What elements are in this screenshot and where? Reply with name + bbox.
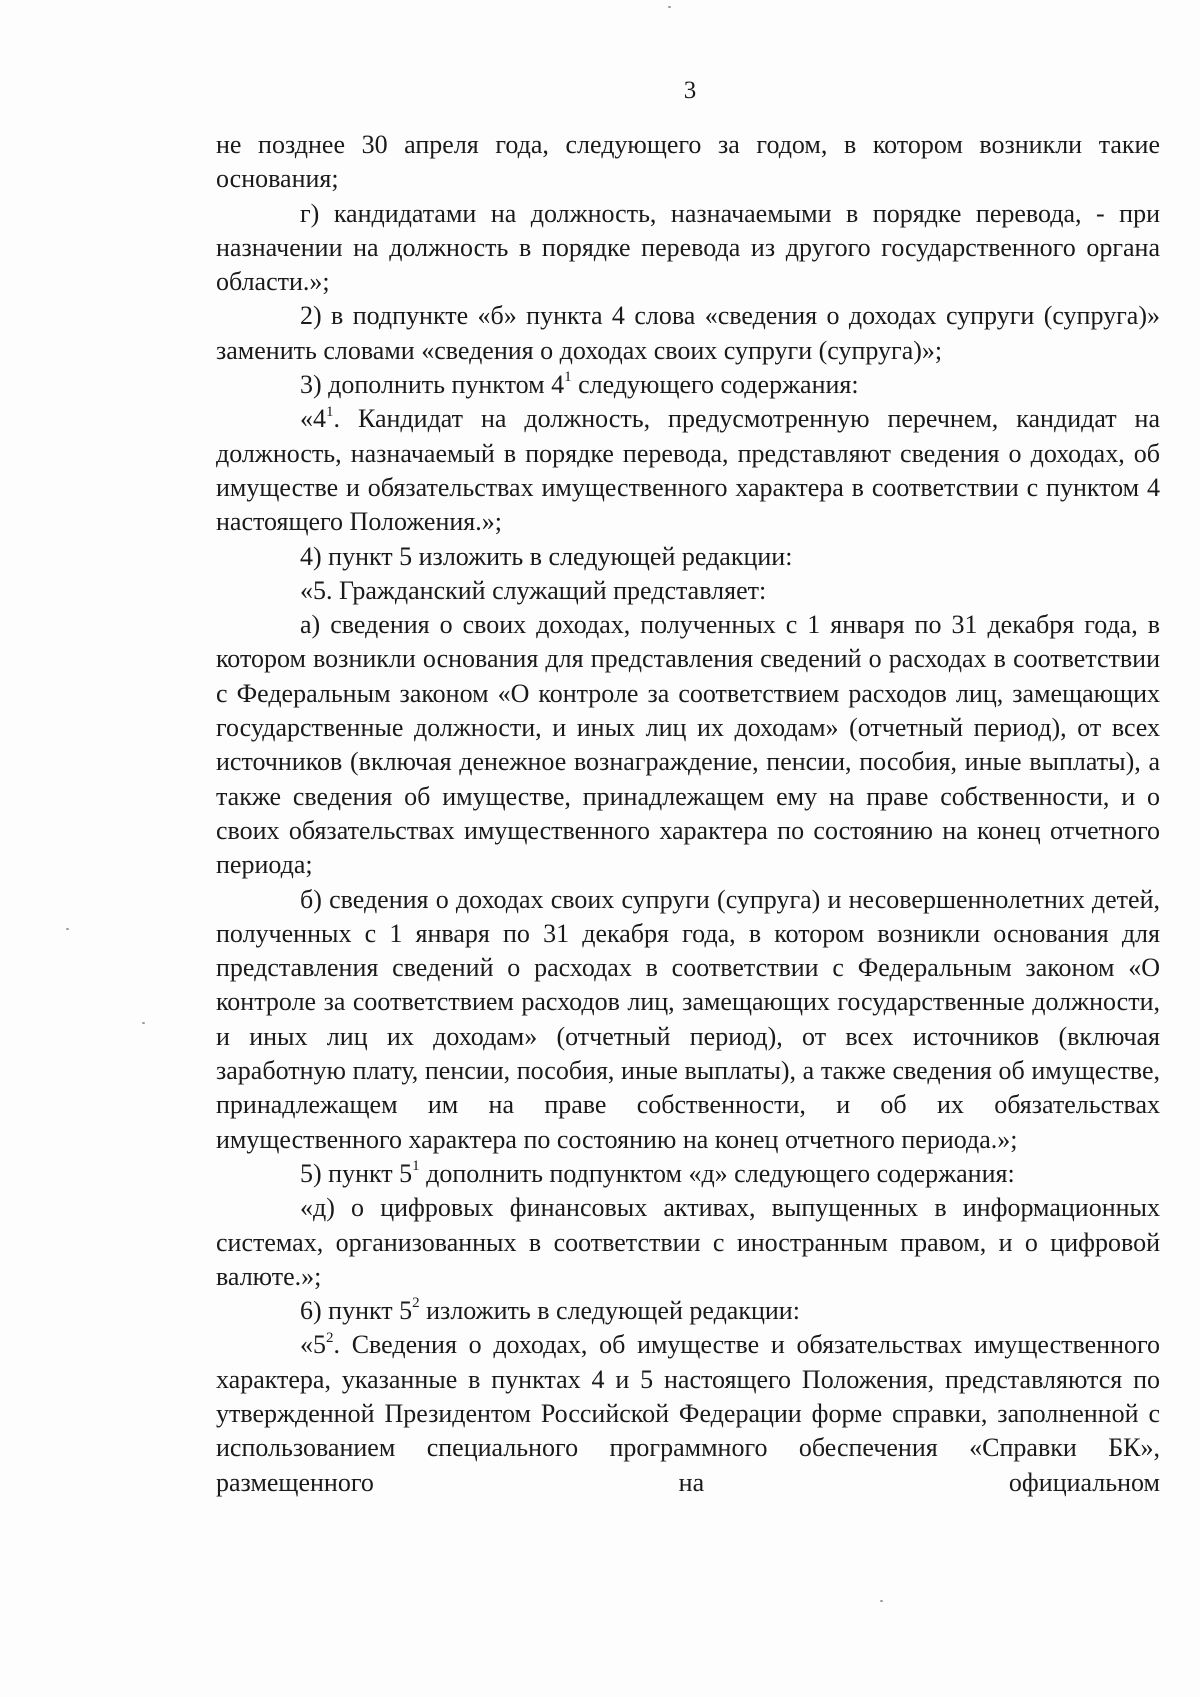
- paragraph-clause-4-1: [216, 402, 1160, 539]
- scan-speck: [668, 6, 671, 8]
- paragraph-amendment-2: 2) в подпункте «б» пункта 4 слова «сведения о доходах супруги (супруга)» заменить словами «сведения о доходах своих супруги (супруга)»;: [216, 301, 1160, 365]
- paragraph-item-d: «д) о цифровых финансовых активах, выпущенных в информационных системах, организованных в соответствии с иностранным правом, и о цифровой валюте.»;: [216, 1193, 1160, 1291]
- paragraph-amendment-4: 4) пункт 5 изложить в следующей редакции:: [300, 541, 793, 571]
- paragraph-clause-5-2: [216, 1328, 1160, 1499]
- superscript: 1: [326, 403, 334, 420]
- text-segment: изложить в следующей редакции:: [419, 1296, 800, 1326]
- text-segment: 3) дополнить пунктом 4: [300, 370, 565, 400]
- paragraph-amendment-5: [216, 1157, 1160, 1191]
- text-segment: «5: [300, 1330, 326, 1360]
- text-segment: 5) пункт 5: [300, 1158, 413, 1188]
- text-segment: «4: [300, 404, 326, 434]
- paragraph-continuation: не позднее 30 апреля года, следующего за годом, в котором возникли такие основания;: [216, 130, 1160, 194]
- superscript: 1: [412, 1158, 420, 1175]
- superscript: 2: [326, 1329, 334, 1346]
- text-segment: . Кандидат на должность, предусмотренную перечнем, кандидат на должность, назначаемый в порядке перевода, представляют сведения о доходах, об имуществе и обязательствах имущественного характера в соответствии с пунктом 4 настоящего Положения.»;: [216, 404, 1160, 537]
- scan-speck: [66, 928, 69, 930]
- superscript: 2: [412, 1295, 420, 1312]
- paragraph-item-b: б) сведения о доходах своих супруги (супруга) и несовершеннолетних детей, полученных с 1 января по 31 декабря года, в котором возникли основания для представления сведений о расходах в соответствии с Федеральным законом «О контроле за соответствием расходов лиц, замещающих государственные должности, и иных лиц их доходам» (отчетный период), от всех источников (включая заработную плату, пенсии, пособия, иные выплаты), а также сведения об имуществе, принадлежащем им на праве собственности, и об их обязательствах имущественного характера по состоянию на конец отчетного периода.»;: [216, 884, 1160, 1154]
- paragraph-item-g: г) кандидатами на должность, назначаемыми в порядке перевода, - при назначении на должность в порядке перевода из другого государственного органа области.»;: [216, 198, 1160, 297]
- scan-speck: [880, 1600, 883, 1602]
- scan-speck: [142, 1022, 145, 1024]
- paragraph-item-a: а) сведения о своих доходах, полученных с 1 января по 31 декабря года, в котором возникли основания для представления сведений о расходах в соответствии с Федеральным законом «О контроле за соответствием расходов лиц, замещающих государственные должности, и иных лиц их доходам» (отчетный период), от всех источников (включая денежное вознаграждение, пенсии, пособия, иные выплаты), а также сведения об имуществе, принадлежащем ему на праве собственности, и о своих обязательствах имущественного характера по состоянию на конец отчетного периода;: [216, 610, 1160, 880]
- paragraph-amendment-6: [216, 1294, 1160, 1328]
- paragraph-amendment-3: [216, 368, 1160, 402]
- text-segment: . Сведения о доходах, об имуществе и обязательствах имущественного характера, указанные в пунктах 4 и 5 настоящего Положения, представляются по утвержденной Президентом Российской Федерации форме справки, заполненной с использованием специального программного обеспечения «Справки БК», размещенного на официальном: [216, 1330, 1160, 1497]
- text-segment: следующего содержания:: [571, 370, 859, 400]
- page-number: 3: [683, 77, 697, 104]
- text-segment: 6) пункт 5: [300, 1296, 413, 1326]
- document-body: [216, 128, 1160, 1500]
- superscript: 1: [564, 369, 572, 386]
- text-segment: дополнить подпунктом «д» следующего содержания:: [419, 1158, 1015, 1188]
- paragraph-clause-5: «5. Гражданский служащий представляет:: [300, 575, 767, 605]
